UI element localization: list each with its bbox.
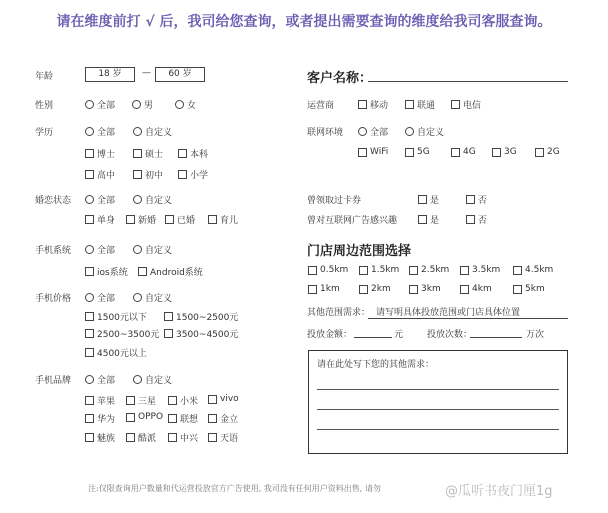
checkbox-square-icon[interactable] xyxy=(359,285,368,294)
age-from-input[interactable]: 18 岁 xyxy=(85,67,135,82)
age-to-input[interactable]: 60 岁 xyxy=(155,67,205,82)
radio-option[interactable] xyxy=(175,98,196,111)
checkbox-square-icon[interactable] xyxy=(208,433,217,442)
option-label: 1500~2500元 xyxy=(176,313,239,323)
checkbox-square-icon[interactable] xyxy=(358,148,367,157)
checkbox-option[interactable] xyxy=(85,147,115,160)
radio-option[interactable] xyxy=(405,125,444,138)
option-label: 全部 xyxy=(97,196,116,206)
option-label: 全部 xyxy=(370,128,389,138)
checkbox-option[interactable] xyxy=(492,147,517,157)
budget-amount-input[interactable] xyxy=(354,337,392,338)
checkbox-square-icon[interactable] xyxy=(409,285,418,294)
option-label: 金立 xyxy=(220,415,239,425)
option-label: 全部 xyxy=(97,294,116,304)
radio-circle-icon[interactable] xyxy=(132,100,141,109)
checkbox-square-icon[interactable] xyxy=(405,100,414,109)
radio-option[interactable] xyxy=(85,193,115,206)
option-label: 1500元以下 xyxy=(97,313,147,323)
option-label: 4500元以上 xyxy=(97,349,147,359)
budget-count-input[interactable] xyxy=(470,337,522,338)
checkbox-option[interactable] xyxy=(513,265,553,275)
checkbox-option[interactable] xyxy=(126,213,156,226)
checkbox-square-icon[interactable] xyxy=(178,170,187,179)
radio-circle-icon[interactable] xyxy=(85,100,94,109)
option-label: 酷派 xyxy=(138,434,157,444)
checkbox-square-icon[interactable] xyxy=(165,215,174,224)
option-label: 联想 xyxy=(180,415,199,425)
checkbox-option[interactable] xyxy=(418,193,439,206)
checkbox-option[interactable] xyxy=(133,168,163,181)
option-label: 2.5km xyxy=(421,265,450,275)
checkbox-option[interactable] xyxy=(409,265,449,275)
option-label: 育儿 xyxy=(220,216,239,226)
checkbox-option[interactable] xyxy=(466,193,487,206)
option-label: 2G xyxy=(547,147,560,157)
checkbox-option[interactable] xyxy=(405,147,430,157)
checkbox-option[interactable] xyxy=(85,265,128,278)
option-label: vivo xyxy=(220,394,239,404)
other-needs-label: 请在此处写下您的其他需求： xyxy=(317,360,435,370)
radio-circle-icon[interactable] xyxy=(85,245,94,254)
option-label: 3500~4500元 xyxy=(176,330,239,340)
radio-circle-icon[interactable] xyxy=(85,293,94,302)
radio-option[interactable] xyxy=(85,243,115,256)
checkbox-square-icon[interactable] xyxy=(85,433,94,442)
radio-circle-icon[interactable] xyxy=(133,195,142,204)
checkbox-square-icon[interactable] xyxy=(85,215,94,224)
checkbox-option[interactable] xyxy=(405,98,435,111)
checkbox-square-icon[interactable] xyxy=(138,267,147,276)
checkbox-option[interactable] xyxy=(359,265,399,275)
checkbox-square-icon[interactable] xyxy=(460,285,469,294)
option-label: 5km xyxy=(525,284,545,294)
option-label: 4km xyxy=(472,284,492,294)
checkbox-square-icon[interactable] xyxy=(359,266,368,275)
checkbox-option[interactable] xyxy=(164,327,238,340)
option-label: 苹果 xyxy=(97,397,116,407)
checkbox-option[interactable] xyxy=(208,412,238,425)
radio-option[interactable] xyxy=(133,373,172,386)
radio-circle-icon[interactable] xyxy=(133,293,142,302)
option-label: 是 xyxy=(430,196,440,206)
option-label: 新婚 xyxy=(138,216,157,226)
radio-circle-icon[interactable] xyxy=(133,245,142,254)
option-label: 3km xyxy=(421,284,441,294)
customer-name-input[interactable] xyxy=(368,81,568,82)
option-label: 4.5km xyxy=(525,265,554,275)
option-label: 初中 xyxy=(145,171,164,181)
option-label: 魅族 xyxy=(97,434,116,444)
checkbox-square-icon[interactable] xyxy=(466,215,475,224)
option-label: 自定义 xyxy=(145,128,173,138)
checkbox-square-icon[interactable] xyxy=(133,149,142,158)
checkbox-square-icon[interactable] xyxy=(409,266,418,275)
option-label: 4G xyxy=(463,147,476,157)
section-label: 运营商 xyxy=(307,101,335,111)
checkbox-square-icon[interactable] xyxy=(405,148,414,157)
checkbox-option[interactable] xyxy=(208,431,238,444)
checkbox-square-icon[interactable] xyxy=(85,414,94,423)
checkbox-option[interactable] xyxy=(418,213,439,226)
checkbox-square-icon[interactable] xyxy=(168,433,177,442)
checkbox-square-icon[interactable] xyxy=(513,285,522,294)
checkbox-square-icon[interactable] xyxy=(208,414,217,423)
checkbox-square-icon[interactable] xyxy=(85,329,94,338)
checkbox-square-icon[interactable] xyxy=(178,149,187,158)
option-label: 2500~3500元 xyxy=(97,330,160,340)
checkbox-option[interactable] xyxy=(138,265,203,278)
option-label: OPPO xyxy=(138,412,164,422)
section-label: 联网环境 xyxy=(307,128,344,138)
section-label: 手机系统 xyxy=(35,246,72,256)
checkbox-square-icon[interactable] xyxy=(513,266,522,275)
checkbox-square-icon[interactable] xyxy=(418,195,427,204)
checkbox-square-icon[interactable] xyxy=(418,215,427,224)
radio-circle-icon[interactable] xyxy=(405,127,414,136)
radio-option[interactable] xyxy=(85,373,115,386)
checkbox-option[interactable] xyxy=(126,412,163,422)
option-label: 2km xyxy=(371,284,391,294)
checkbox-square-icon[interactable] xyxy=(85,348,94,357)
option-label: 天语 xyxy=(220,434,239,444)
checkbox-option[interactable] xyxy=(208,213,238,226)
option-label: 全部 xyxy=(97,101,116,111)
option-label: 中兴 xyxy=(180,434,199,444)
checkbox-option[interactable] xyxy=(165,213,195,226)
checkbox-square-icon[interactable] xyxy=(133,170,142,179)
radio-option[interactable] xyxy=(85,125,115,138)
note-line xyxy=(317,409,559,410)
checkbox-square-icon[interactable] xyxy=(168,396,177,405)
checkbox-option[interactable] xyxy=(460,265,500,275)
option-label: 已婚 xyxy=(177,216,196,226)
store-range-title: 门店周边范围选择 xyxy=(307,244,412,259)
checkbox-option[interactable] xyxy=(359,284,391,294)
note-line xyxy=(317,429,559,430)
option-label: 三星 xyxy=(138,397,157,407)
option-label: 否 xyxy=(478,216,488,226)
checkbox-square-icon[interactable] xyxy=(126,215,135,224)
checkbox-square-icon[interactable] xyxy=(164,312,173,321)
option-label: 联通 xyxy=(417,101,436,111)
checkbox-option[interactable] xyxy=(133,147,163,160)
radio-circle-icon[interactable] xyxy=(85,375,94,384)
checkbox-option[interactable] xyxy=(358,147,388,157)
checkbox-option[interactable] xyxy=(126,394,156,407)
checkbox-option[interactable] xyxy=(409,284,441,294)
radio-circle-icon[interactable] xyxy=(358,127,367,136)
option-label: 高中 xyxy=(97,171,116,181)
checkbox-square-icon[interactable] xyxy=(85,312,94,321)
radio-option[interactable] xyxy=(133,125,172,138)
radio-option[interactable] xyxy=(85,291,115,304)
other-needs-box[interactable] xyxy=(308,350,568,454)
checkbox-square-icon[interactable] xyxy=(358,100,367,109)
checkbox-square-icon[interactable] xyxy=(466,195,475,204)
checkbox-option[interactable] xyxy=(358,98,388,111)
radio-option[interactable] xyxy=(133,243,172,256)
checkbox-option[interactable] xyxy=(466,213,487,226)
checkbox-option[interactable] xyxy=(513,284,545,294)
option-label: 1km xyxy=(320,284,340,294)
checkbox-square-icon[interactable] xyxy=(451,100,460,109)
checkbox-option[interactable] xyxy=(168,412,198,425)
section-label: 性别 xyxy=(35,101,54,111)
radio-option[interactable] xyxy=(358,125,388,138)
radio-circle-icon[interactable] xyxy=(133,375,142,384)
checkbox-square-icon[interactable] xyxy=(126,396,135,405)
checkbox-option[interactable] xyxy=(85,168,115,181)
checkbox-option[interactable] xyxy=(85,310,147,323)
checkbox-square-icon[interactable] xyxy=(208,395,217,404)
option-label: 0.5km xyxy=(320,265,349,275)
checkbox-option[interactable] xyxy=(208,394,239,404)
option-label: 全部 xyxy=(97,246,116,256)
checkbox-option[interactable] xyxy=(178,168,208,181)
checkbox-square-icon[interactable] xyxy=(208,215,217,224)
radio-circle-icon[interactable] xyxy=(85,127,94,136)
watermark: @瓜听书夜门厘1g xyxy=(445,484,553,499)
section-label: 曾领取过卡券 xyxy=(307,196,362,206)
option-label: 自定义 xyxy=(145,246,173,256)
checkbox-square-icon[interactable] xyxy=(85,170,94,179)
checkbox-option[interactable] xyxy=(85,346,147,359)
radio-circle-icon[interactable] xyxy=(133,127,142,136)
budget-count-label: 投放次数： xyxy=(427,330,473,340)
checkbox-square-icon[interactable] xyxy=(308,266,317,275)
checkbox-option[interactable] xyxy=(126,431,156,444)
option-label: 全部 xyxy=(97,128,116,138)
option-label: 华为 xyxy=(97,415,116,425)
option-label: 小米 xyxy=(180,397,199,407)
option-label: 博士 xyxy=(97,150,116,160)
checkbox-option[interactable] xyxy=(308,265,348,275)
customer-name-label: 客户名称： xyxy=(307,71,373,86)
checkbox-option[interactable] xyxy=(85,412,115,425)
checkbox-square-icon[interactable] xyxy=(85,149,94,158)
other-range-label: 其他范围需求： xyxy=(307,308,371,318)
option-label: 电信 xyxy=(463,101,482,111)
radio-option[interactable] xyxy=(133,291,172,304)
checkbox-option[interactable] xyxy=(168,394,198,407)
checkbox-option[interactable] xyxy=(164,310,238,323)
section-label: 手机品牌 xyxy=(35,376,72,386)
option-label: 小学 xyxy=(190,171,209,181)
option-label: 自定义 xyxy=(145,294,173,304)
option-label: ios系统 xyxy=(97,268,128,278)
checkbox-square-icon[interactable] xyxy=(85,396,94,405)
section-label: 手机价格 xyxy=(35,294,72,304)
checkbox-option[interactable] xyxy=(168,431,198,444)
checkbox-square-icon[interactable] xyxy=(451,148,460,157)
option-label: 5G xyxy=(417,147,430,157)
option-label: 否 xyxy=(478,196,488,206)
checkbox-square-icon[interactable] xyxy=(164,329,173,338)
option-label: 男 xyxy=(144,101,154,111)
section-label: 婚恋状态 xyxy=(35,196,72,206)
instruction-title: 请在维度前打 √ 后，我司给您查询，或者提出需要查询的维度给我司客服查询。 xyxy=(56,14,552,30)
checkbox-option[interactable] xyxy=(535,147,560,157)
checkbox-option[interactable] xyxy=(460,284,492,294)
option-label: 全部 xyxy=(97,376,116,386)
note-line xyxy=(317,389,559,390)
checkbox-option[interactable] xyxy=(178,147,208,160)
checkbox-square-icon[interactable] xyxy=(168,414,177,423)
checkbox-square-icon[interactable] xyxy=(460,266,469,275)
checkbox-square-icon[interactable] xyxy=(308,285,317,294)
section-label: 学历 xyxy=(35,128,54,138)
footer-note: 注:仅限查询用户数量和代运营投放官方广告使用, 我司没有任何用户资料出售, 请勿 xyxy=(88,484,381,493)
age-label: 年龄 xyxy=(35,72,54,82)
option-label: 1.5km xyxy=(371,265,400,275)
other-range-input[interactable]: 请写明具体投放范围或门店具体位置 xyxy=(368,305,568,319)
checkbox-option[interactable] xyxy=(85,327,159,340)
option-label: 移动 xyxy=(370,101,389,111)
option-label: WiFi xyxy=(370,147,389,157)
checkbox-square-icon[interactable] xyxy=(126,413,135,422)
checkbox-option[interactable] xyxy=(85,431,115,444)
checkbox-option[interactable] xyxy=(85,394,115,407)
radio-option[interactable] xyxy=(132,98,153,111)
checkbox-option[interactable] xyxy=(308,284,340,294)
option-label: 单身 xyxy=(97,216,116,226)
age-dash: — xyxy=(142,68,151,78)
checkbox-option[interactable] xyxy=(451,147,476,157)
radio-circle-icon[interactable] xyxy=(85,195,94,204)
option-label: 女 xyxy=(187,101,197,111)
checkbox-option[interactable] xyxy=(451,98,481,111)
checkbox-square-icon[interactable] xyxy=(535,148,544,157)
checkbox-square-icon[interactable] xyxy=(492,148,501,157)
radio-circle-icon[interactable] xyxy=(175,100,184,109)
option-label: Android系统 xyxy=(150,268,203,278)
option-label: 3G xyxy=(504,147,517,157)
checkbox-option[interactable] xyxy=(85,213,115,226)
budget-count-unit: 万次 xyxy=(526,330,545,340)
radio-option[interactable] xyxy=(133,193,172,206)
section-label: 曾对互联网广告感兴趣 xyxy=(307,216,398,226)
budget-amount-label: 投放金额： xyxy=(307,330,353,340)
checkbox-square-icon[interactable] xyxy=(126,433,135,442)
option-label: 自定义 xyxy=(417,128,445,138)
option-label: 本科 xyxy=(190,150,209,160)
option-label: 自定义 xyxy=(145,196,173,206)
option-label: 硕士 xyxy=(145,150,164,160)
option-label: 自定义 xyxy=(145,376,173,386)
option-label: 是 xyxy=(430,216,440,226)
option-label: 3.5km xyxy=(472,265,501,275)
checkbox-square-icon[interactable] xyxy=(85,267,94,276)
radio-option[interactable] xyxy=(85,98,115,111)
budget-amount-unit: 元 xyxy=(394,330,404,340)
